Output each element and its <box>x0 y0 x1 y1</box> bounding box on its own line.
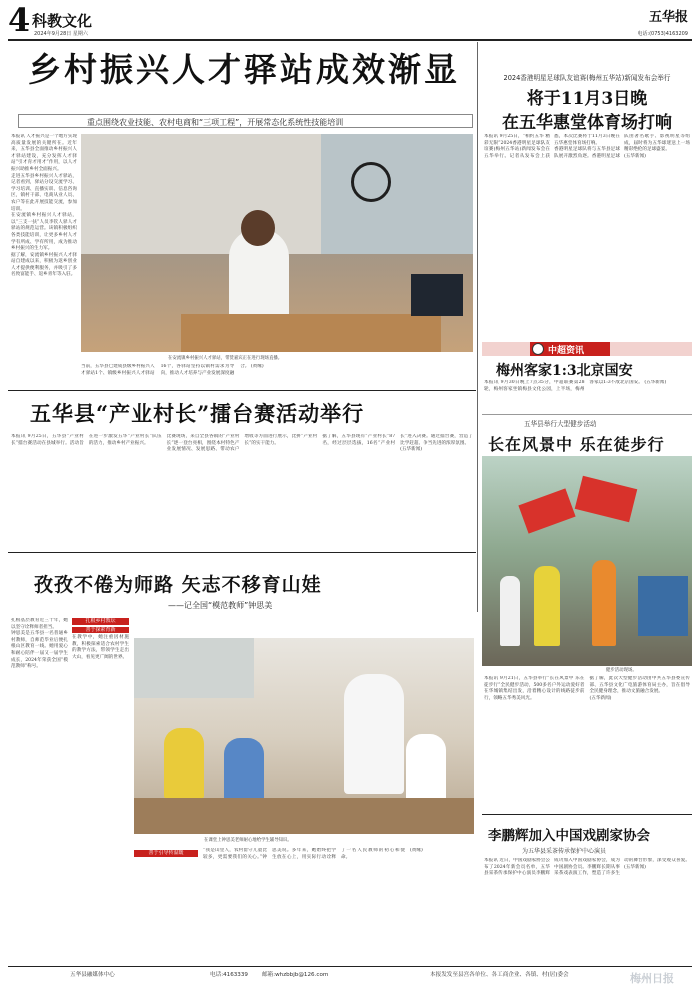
teacher-blackboard <box>134 638 254 698</box>
lead-col-2 <box>81 364 473 386</box>
page-number: 4 <box>8 1 31 39</box>
date-line: 2024年9月28日 星期六 <box>34 31 88 37</box>
walk-headline: 长在风景中 乐在徒步行 <box>488 435 665 454</box>
footer-notice: 本报发发至县宫各单位、各工商企业、各镇、村(居)委会 <box>430 972 569 978</box>
footer-phone: 电话:4163339 <box>210 972 248 978</box>
football-byline: (五华新闻) <box>624 153 646 159</box>
football-kicker: 2024香港明星足球队友谊赛(梅州五华站)新闻发布会举行 <box>503 74 671 82</box>
industry-headline: 五华县“产业村长”擂台赛活动举行 <box>30 401 365 426</box>
drama-subhead: 为五华县采茶传承保护中心演员 <box>522 848 607 855</box>
walk-byline: (五华新闻) <box>589 695 612 701</box>
walk-person-2 <box>592 560 616 646</box>
photo-person-head <box>241 210 275 246</box>
footer-watermark: 梅州日报 <box>630 972 674 985</box>
csl-text: 本报讯 9月30日晚上7点35分，中超联赛第28轮，梅州客家坐镇梅县文化公园，上半场，梅州客家以1:3不敌北京国安。 <box>484 380 643 392</box>
football-headline-2: 在五华惠堂体育场打响 <box>502 113 672 133</box>
teacher-figure <box>344 674 404 794</box>
csl-news <box>482 340 692 412</box>
teacher-label-2: 善于探索育新 <box>72 627 129 634</box>
teacher-para-2: 钟思美是五华县一名普通乡村教师，自师范毕业后便扎根山区教育一线。她用爱心和耐心陪伴一届又一届学生成长，2024年荣获全国“模范教师”称号。 <box>11 631 68 670</box>
lead-col-1 <box>11 134 77 386</box>
csl-headline: 梅州客家1:3北京国安 <box>496 363 633 379</box>
walk-kicker: 五华县举行大型健步活动 <box>524 420 597 428</box>
drama-body <box>484 858 690 960</box>
photo-monitor <box>411 274 463 316</box>
teacher-label-1: 扎根乡村教坛 <box>72 618 129 625</box>
teacher-subhead: ——记全国“模范教师”钟思美 <box>168 601 273 610</box>
walk-body <box>484 676 690 810</box>
footer-rule <box>8 966 692 967</box>
drama-byline: (五华新闻) <box>624 864 646 870</box>
csl-byline: (五华新闻) <box>644 380 667 385</box>
student-3 <box>406 734 446 804</box>
walk-truck <box>638 576 688 636</box>
footer-publisher: 五华县融媒体中心 <box>70 972 115 978</box>
football-para-1: 本报讯 9月25日，“相约五华 精彩无限”2024香港明星足球队友谊赛(梅州五华站)新闻发布会在五华举行。记者从发布会上获悉，本次比赛将于11月3日晚在五华惠堂体育场打响。 <box>484 134 620 159</box>
lead-para-1: 本报讯 人才振兴是一个地方实现高质量发展的关键所在。近年来，五华县全面推动乡村振兴人才驿站建设，充分发挥人才驿站“引才育才用才”作用，以人才振兴助推乡村全面振兴。 <box>11 134 77 172</box>
drama-top-rule <box>482 814 692 815</box>
vertical-divider <box>477 42 478 612</box>
football-body <box>484 134 690 334</box>
walk-photo-caption: 健步活动现场。 <box>606 668 637 673</box>
industry-top-rule <box>8 390 476 391</box>
walk-person-1 <box>534 566 560 646</box>
teacher-para-4: “我是山里人，农村留守儿童比较多，更需要我们的关心。”钟思美说。多年来，她始终把学生放在心上，用实际行动诠释了一名人民教师的初心和使命。 <box>203 848 405 860</box>
csl-label: 中超资讯 <box>548 346 585 356</box>
lead-subhead-box <box>18 114 473 128</box>
lead-headline: 乡村振兴人才驿站成效渐显 <box>28 50 460 89</box>
lead-byline: (黄缘) <box>250 364 264 369</box>
lead-para-2: 走进五华县乡村振兴人才驿站，记者看到，驿站分设交流学习、学习培训、直播实训、信息咨询区，镇村干部、电商从业人员、农户等在此开展技能交流，参加培训。 <box>11 173 77 212</box>
football-para-2: 香港明星足球队将与五华县足球队展开激烈角逐。香港明星足球队由著名歌手、影视明星等组成，届时将为五华球迷送上一场精彩绝伦的足球盛宴。 <box>554 134 690 159</box>
csl-body <box>484 380 690 410</box>
walk-article <box>482 414 692 814</box>
student-1 <box>164 728 204 798</box>
lead-para-3: 在安流镇乡村振兴人才驿站，以“三支一扶”人员李钦人驿人才驿站的规范运营。该镇积极组织各类技能培训，让更多乡村人才学有所成、学有所用，成为推动乡村振兴的生力军。 <box>11 213 77 252</box>
teacher-headline: 孜孜不倦为师路 矢志不移育山娃 <box>34 574 322 596</box>
paper-name: 五华报 <box>648 10 688 25</box>
walk-person-3 <box>500 576 520 646</box>
industry-para-2: 比赛现场，来自全县各镇的“产业村长”逐一登台亮相，围绕本村特色产业发展情况、发展思路、带动农户增收等方面进行展示，比拼“产业村长”的实干能力。 <box>166 434 318 453</box>
classroom-desk <box>134 798 474 834</box>
teacher-col-1 <box>11 618 129 958</box>
lead-para-4: 据了解，安流镇乡村振兴人才驿站自建成以来，积极为返乡创业人才提供便利服务，并吸引了多名致富能手、返乡青年等入驻。 <box>11 252 77 278</box>
teacher-para-1: 扎根基层教育近三十年，她以坚守诠释师者担当。 <box>11 618 68 630</box>
walk-flag-1 <box>518 488 575 533</box>
teacher-photo-caption: 在课堂上钟思美老师耐心地给学生辅导知识。 <box>204 838 292 843</box>
industry-byline: (五华新闻) <box>400 447 423 453</box>
right-top-article <box>482 42 692 340</box>
walk-photo <box>482 456 692 666</box>
walk-para-2: 据了解，此次大型健步活动由中共五华县委宣传部、五华县文化广电旅游体育局主办，旨在倡导全民健身理念，推动文旅融合发展。 <box>589 676 690 695</box>
drama-headline: 李鹏辉加入中国戏剧家协会 <box>488 828 650 844</box>
masthead-rule <box>8 39 692 41</box>
walk-top-rule <box>482 414 692 415</box>
teacher-label-3: 善于引导传温暖 <box>134 850 198 857</box>
industry-body <box>11 434 473 546</box>
lead-subhead: 重点围绕农业技能、农村电商和“三项工程”，开展常态化系统性技能培训 <box>87 118 344 127</box>
industry-para-1: 本报讯 9月25日，五华县“产业村长”擂台赛活动在县城举行。活动旨在进一步激发五华“产业村长”队伍的活力，推动乡村产业振兴。 <box>11 434 162 446</box>
photo-desk <box>181 314 441 352</box>
teacher-byline: (黄缘) <box>410 848 423 853</box>
drama-text: 本报讯 近日，中国戏剧家协会公布了2024年新会员名单，五华县采茶传承保护中心演员李鹏辉成功加入中国戏剧家协会，成为中国剧协会员。李鹏辉长期从事采茶戏表演工作，塑造了许多生动的舞台形象，深受观众喜爱。 <box>484 858 690 877</box>
lead-photo-caption: 在安流镇乡村振兴人才驿站，带货嘉宾正在进行现场直播。 <box>168 356 283 361</box>
teacher-photo <box>134 638 474 834</box>
lead-article <box>8 42 476 387</box>
drama-article <box>482 814 692 964</box>
lead-para-5: 当前，五华县已建成县级乡村振兴人才驿站1个、镇级乡村振兴人才驿站16个，各驿站坚持以镇村需求为导向，推动人才培养与产业发展深度融合。 <box>81 364 250 376</box>
walk-flag-2 <box>575 476 638 523</box>
section-title: 科教文化 <box>32 12 93 30</box>
football-headline-1: 将于11月3日晚 <box>526 89 648 109</box>
walk-para-1: 本报讯 9月21日，五华县举行“长在风景中 乐在徒步行”全民健步活动，500多名户外运动爱好者在华城镇集结出发，沿着精心设计的线路徒步前行，领略五华秀美风光。 <box>484 676 585 701</box>
teacher-top-rule <box>8 552 476 553</box>
teacher-para-3: 在教学中，她注重因材施教，积极探索适合农村学生的教学方法，带领学生走出大山，看见更广阔的世界。 <box>72 635 129 660</box>
teacher-col-2 <box>134 848 474 960</box>
industry-article <box>8 390 476 550</box>
editor-line: 电话:(0753)4163209 <box>637 31 688 37</box>
footer-email: 邮箱:whzbbjb@126.com <box>262 972 329 978</box>
photo-ring-light <box>351 162 391 202</box>
photo-window <box>321 134 473 254</box>
soccer-ball-icon <box>532 343 544 355</box>
industry-para-3: 据了解，五华县现有“产业村长”87名，经过层层选拔，16名“产业村长”进入决赛。通过擂台赛，营造了比学赶超、争当先进的浓厚氛围。 <box>322 434 473 446</box>
lead-photo <box>81 134 473 352</box>
teacher-article <box>8 552 476 964</box>
